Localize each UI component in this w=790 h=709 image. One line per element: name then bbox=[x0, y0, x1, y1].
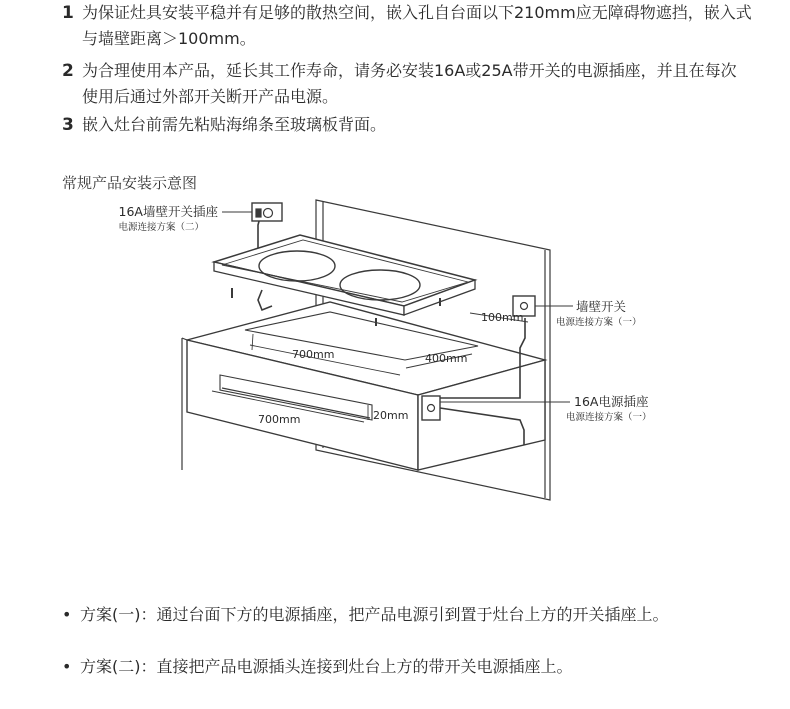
dim-wall-gap: 100mm bbox=[481, 311, 524, 324]
dim-drawer-height: 20mm bbox=[373, 409, 409, 422]
bullet-dot: • bbox=[62, 605, 72, 624]
note-text: 为合理使用本产品，延长其工作寿命，请务必安装16A或25A带开关的电源插座，并且在每次使用后通过外部开关断开产品电源。 bbox=[82, 61, 737, 106]
label-socket-top-sub: 电源连接方案（二） bbox=[118, 222, 204, 233]
plan-text: 方案(二)：直接把产品电源插头连接到灶台上方的带开关电源插座上。 bbox=[80, 657, 573, 676]
dim-cutout-depth: 400mm bbox=[425, 352, 468, 365]
note-number: 1 bbox=[62, 3, 74, 23]
bullet-dot: • bbox=[62, 657, 72, 676]
note-text: 嵌入灶台前需先粘贴海绵条至玻璃板背面。 bbox=[82, 115, 387, 134]
plan-2 bbox=[62, 654, 722, 680]
label-socket-bottom-sub: 电源连接方案（一） bbox=[566, 412, 652, 423]
dim-drawer-width: 700mm bbox=[258, 413, 301, 426]
note-number: 2 bbox=[62, 61, 74, 81]
label-socket-top-title: 16A墙壁开关插座 bbox=[118, 204, 218, 219]
plan-1 bbox=[62, 602, 722, 628]
label-wall-switch-title: 墙壁开关 bbox=[576, 299, 627, 314]
plan-text: 方案(一)：通过台面下方的电源插座，把产品电源引到置于灶台上方的开关插座上。 bbox=[80, 605, 669, 624]
diagram-caption: 常规产品安装示意图 bbox=[62, 174, 198, 192]
label-wall-switch-sub: 电源连接方案（一） bbox=[556, 317, 642, 328]
note-text: 为保证灶具安装平稳并有足够的散热空间，嵌入孔自台面以下210mm应无障碍物遮挡，嵌入式与墙壁距离＞100mm。 bbox=[82, 3, 752, 48]
label-socket-bottom-title: 16A电源插座 bbox=[574, 394, 649, 409]
wall-socket-top bbox=[222, 203, 282, 221]
note-number: 3 bbox=[62, 115, 74, 135]
dim-cutout-width: 700mm bbox=[292, 348, 335, 361]
